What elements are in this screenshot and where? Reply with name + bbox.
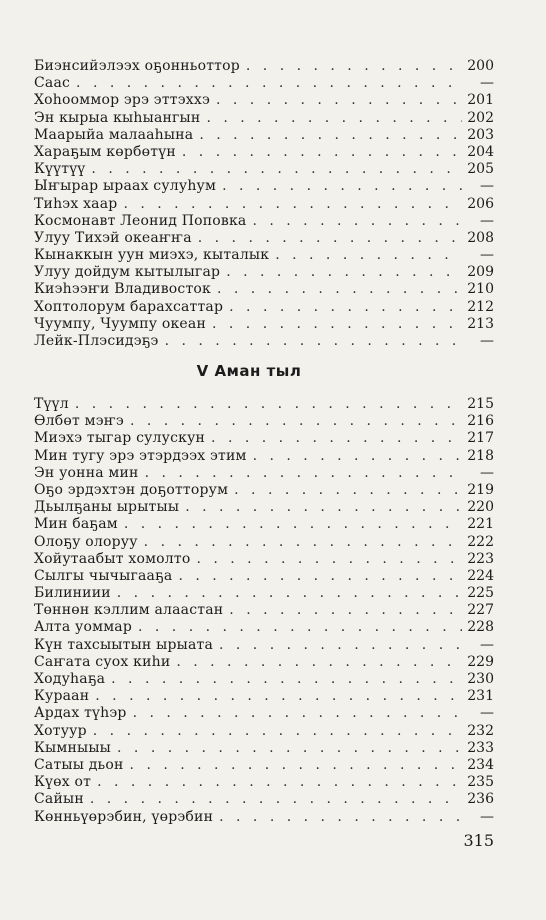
dot-leader <box>176 654 462 671</box>
dot-leader <box>206 110 462 127</box>
toc-entry-title: Ходуһаҕа <box>34 671 106 687</box>
dot-leader <box>217 281 462 298</box>
toc-entry-title: Оҕо эрдэхтэн доҕотторум <box>34 481 229 498</box>
toc-entry-page: — <box>480 808 494 825</box>
toc-entry <box>34 448 494 465</box>
toc-entry-title: Күн тахсыытын ырыата <box>34 636 213 653</box>
toc-entry-title: Төннөн кэллим алаастан <box>34 602 224 619</box>
dot-leader <box>91 161 462 178</box>
dot-leader <box>117 740 462 757</box>
toc-entry-page: 229 <box>467 653 494 670</box>
toc-entry-title: Мин баҕам <box>34 516 118 533</box>
toc-entry-page: 213 <box>467 315 494 332</box>
toc-entry-title: Хараҕым көрбөтүн <box>34 143 176 160</box>
toc-entry-page: — <box>480 178 494 195</box>
toc-entry-title: Мин тугу эрэ этэрдээх этим <box>34 447 247 464</box>
toc-entry <box>34 75 494 92</box>
toc-entry <box>34 654 494 671</box>
toc-entry-page: 218 <box>467 447 494 464</box>
toc-entry-page: — <box>480 333 494 349</box>
toc-entry-page: 228 <box>467 619 494 636</box>
toc-entry-page: 208 <box>467 229 494 246</box>
toc-entry-page: 200 <box>467 58 494 74</box>
toc-entry-title: Өлбөт мэҥэ <box>34 413 124 430</box>
toc-entry-page: 220 <box>467 499 494 516</box>
toc-entry-page: 206 <box>467 195 494 212</box>
toc-entry-title: Күүтүү <box>34 161 86 178</box>
toc-entry <box>34 551 494 568</box>
toc-entry-title: Космонавт Леонид Поповка <box>34 212 247 229</box>
toc-section-b <box>34 396 494 826</box>
dot-leader <box>144 534 462 551</box>
toc-entry-page: 216 <box>467 413 494 430</box>
toc-entry-title: Эн уонна мин <box>34 464 139 481</box>
toc-entry <box>34 705 494 722</box>
dot-leader <box>93 723 462 740</box>
toc-entry-title: Сылгы чычыгааҕа <box>34 567 173 584</box>
toc-entry-page: 204 <box>467 143 494 160</box>
toc-entry-title: Хотуур <box>34 722 87 739</box>
toc-entry-title: Киэһээҥи Владивосток <box>34 281 211 298</box>
section-heading: V Аман тыл <box>196 362 302 380</box>
toc-entry-page: — <box>480 212 494 229</box>
toc-entry-title: Биэнсийэлээх оҕонньоттор <box>34 58 240 74</box>
dot-leader <box>130 413 462 430</box>
toc-entry <box>34 757 494 774</box>
toc-entry <box>34 619 494 636</box>
toc-entry-title: Маарыйа малааһына <box>34 126 194 143</box>
dot-leader <box>253 448 462 465</box>
dot-leader <box>212 316 462 333</box>
toc-entry <box>34 58 494 75</box>
toc-entry-title: Хоһооммор эрэ эттэххэ <box>34 92 210 109</box>
toc-entry-title: Түүл <box>34 396 69 412</box>
toc-entry <box>34 333 494 350</box>
toc-entry-page: — <box>480 705 494 722</box>
toc-entry <box>34 602 494 619</box>
toc-section-a <box>34 58 494 350</box>
toc-entry-title: Эн кырыа кыһыангын <box>34 109 201 126</box>
toc-entry <box>34 499 494 516</box>
toc-entry <box>34 144 494 161</box>
toc-entry <box>34 465 494 482</box>
toc-entry-page: 222 <box>467 533 494 550</box>
toc-entry-page: 225 <box>467 585 494 602</box>
dot-leader <box>75 396 462 413</box>
dot-leader <box>76 75 462 92</box>
toc-entry <box>34 534 494 551</box>
toc-entry <box>34 264 494 281</box>
toc-entry <box>34 568 494 585</box>
toc-entry <box>34 671 494 688</box>
dot-leader <box>130 757 462 774</box>
dot-leader <box>165 333 462 350</box>
toc-entry-page: 205 <box>467 161 494 178</box>
dot-leader <box>275 247 462 264</box>
toc-entry-title: Дьылҕаны ырытыы <box>34 499 180 516</box>
toc-entry-page: 215 <box>467 396 494 412</box>
toc-entry <box>34 396 494 413</box>
dot-leader <box>211 430 462 447</box>
toc-entry <box>34 516 494 533</box>
toc-entry-page: 232 <box>467 722 494 739</box>
page-number: 315 <box>463 831 494 850</box>
toc-entry-title: Күөх от <box>34 774 92 791</box>
toc-entry-page: 219 <box>467 481 494 498</box>
toc-entry <box>34 92 494 109</box>
dot-leader <box>145 465 462 482</box>
dot-leader <box>117 585 462 602</box>
dot-leader <box>95 688 462 705</box>
toc-entry <box>34 196 494 213</box>
toc-entry <box>34 723 494 740</box>
dot-leader <box>133 705 462 722</box>
toc-entry <box>34 213 494 230</box>
dot-leader <box>182 144 462 161</box>
dot-leader <box>185 499 462 516</box>
toc-entry <box>34 299 494 316</box>
toc-entry-title: Кынаккын уун миэхэ, кыталык <box>34 247 270 264</box>
toc-entry <box>34 482 494 499</box>
toc-entry <box>34 178 494 195</box>
dot-leader <box>196 551 462 568</box>
dot-leader <box>90 791 462 808</box>
toc-entry <box>34 127 494 144</box>
toc-entry-title: Хойутаабыт хомолто <box>34 550 191 567</box>
toc-entry <box>34 430 494 447</box>
dot-leader <box>123 196 462 213</box>
toc-entry-title: Сатыы дьон <box>34 756 124 773</box>
dot-leader <box>219 809 462 826</box>
toc-entry-page: — <box>480 636 494 653</box>
toc-entry-title: Тиһэх хаар <box>34 195 118 212</box>
toc-entry <box>34 688 494 705</box>
toc-entry <box>34 791 494 808</box>
toc-entry-title: Улуу дойдум кытылыгар <box>34 264 221 281</box>
toc-entry-page: 217 <box>467 430 494 447</box>
toc-entry-page: 221 <box>467 516 494 533</box>
dot-leader <box>178 568 462 585</box>
toc-entry <box>34 230 494 247</box>
toc-entry-page: 223 <box>467 550 494 567</box>
toc-entry <box>34 774 494 791</box>
toc-entry <box>34 161 494 178</box>
toc-entry <box>34 637 494 654</box>
toc-entry-title: Миэхэ тыгар сулускун <box>34 430 206 447</box>
toc-entry-title: Кымныыы <box>34 739 112 756</box>
dot-leader <box>138 619 462 636</box>
toc-entry-title: Ардах түһэр <box>34 705 127 722</box>
toc-entry <box>34 740 494 757</box>
dot-leader <box>252 213 462 230</box>
toc-entry-page: 202 <box>467 109 494 126</box>
toc-entry-title: Ыҥырар ыраах сулуһум <box>34 178 217 195</box>
toc-entry-title: Алта уоммар <box>34 619 132 636</box>
toc-entry-page: 224 <box>467 567 494 584</box>
dot-leader <box>229 299 462 316</box>
dot-leader <box>246 58 462 75</box>
toc-entry-page: — <box>480 464 494 481</box>
toc-entry <box>34 316 494 333</box>
toc-entry-page: 227 <box>467 602 494 619</box>
dot-leader <box>124 516 462 533</box>
toc-entry-title: Саас <box>34 75 71 92</box>
toc-entry-page: 201 <box>467 92 494 109</box>
toc-entry-title: Хоптолорум барахсаттар <box>34 298 224 315</box>
toc-entry-title: Чуумпу, Чуумпу океан <box>34 315 206 332</box>
toc-entry-title: Кураан <box>34 688 90 705</box>
toc-entry <box>34 585 494 602</box>
toc-entry <box>34 809 494 826</box>
toc-entry-page: 235 <box>467 774 494 791</box>
toc-entry-title: Саҥата суох киһи <box>34 653 171 670</box>
toc-entry <box>34 281 494 298</box>
toc-entry-page: 203 <box>467 126 494 143</box>
toc-entry-page: 236 <box>467 791 494 808</box>
toc-entry-page: 231 <box>467 688 494 705</box>
dot-leader <box>111 671 462 688</box>
toc-entry-title: Сайын <box>34 791 84 808</box>
toc-entry-page: 210 <box>467 281 494 298</box>
dot-leader <box>219 637 462 654</box>
toc-entry-page: — <box>480 247 494 264</box>
toc-entry-title: Билиниии <box>34 585 111 602</box>
toc-entry <box>34 247 494 264</box>
toc-entry-page: 234 <box>467 756 494 773</box>
dot-leader <box>198 230 462 247</box>
toc-entry-page: 233 <box>467 739 494 756</box>
toc-entry-title: Олоҕу олоруу <box>34 533 138 550</box>
toc-entry <box>34 413 494 430</box>
dot-leader <box>222 178 462 195</box>
toc-entry-title: Лейк-Плэсидэҕэ <box>34 333 159 349</box>
dot-leader <box>97 774 462 791</box>
dot-leader <box>226 264 462 281</box>
toc-entry-title: Улуу Тихэй океаҥҥа <box>34 229 192 246</box>
toc-entry <box>34 110 494 127</box>
dot-leader <box>199 127 462 144</box>
toc-entry-page: 212 <box>467 298 494 315</box>
toc-entry-page: 209 <box>467 264 494 281</box>
toc-entry-page: — <box>480 75 494 92</box>
dot-leader <box>229 602 462 619</box>
dot-leader <box>234 482 462 499</box>
dot-leader <box>216 92 462 109</box>
toc-entry-title: Көнньүөрэбин, үөрэбин <box>34 808 214 825</box>
toc-entry-page: 230 <box>467 671 494 687</box>
